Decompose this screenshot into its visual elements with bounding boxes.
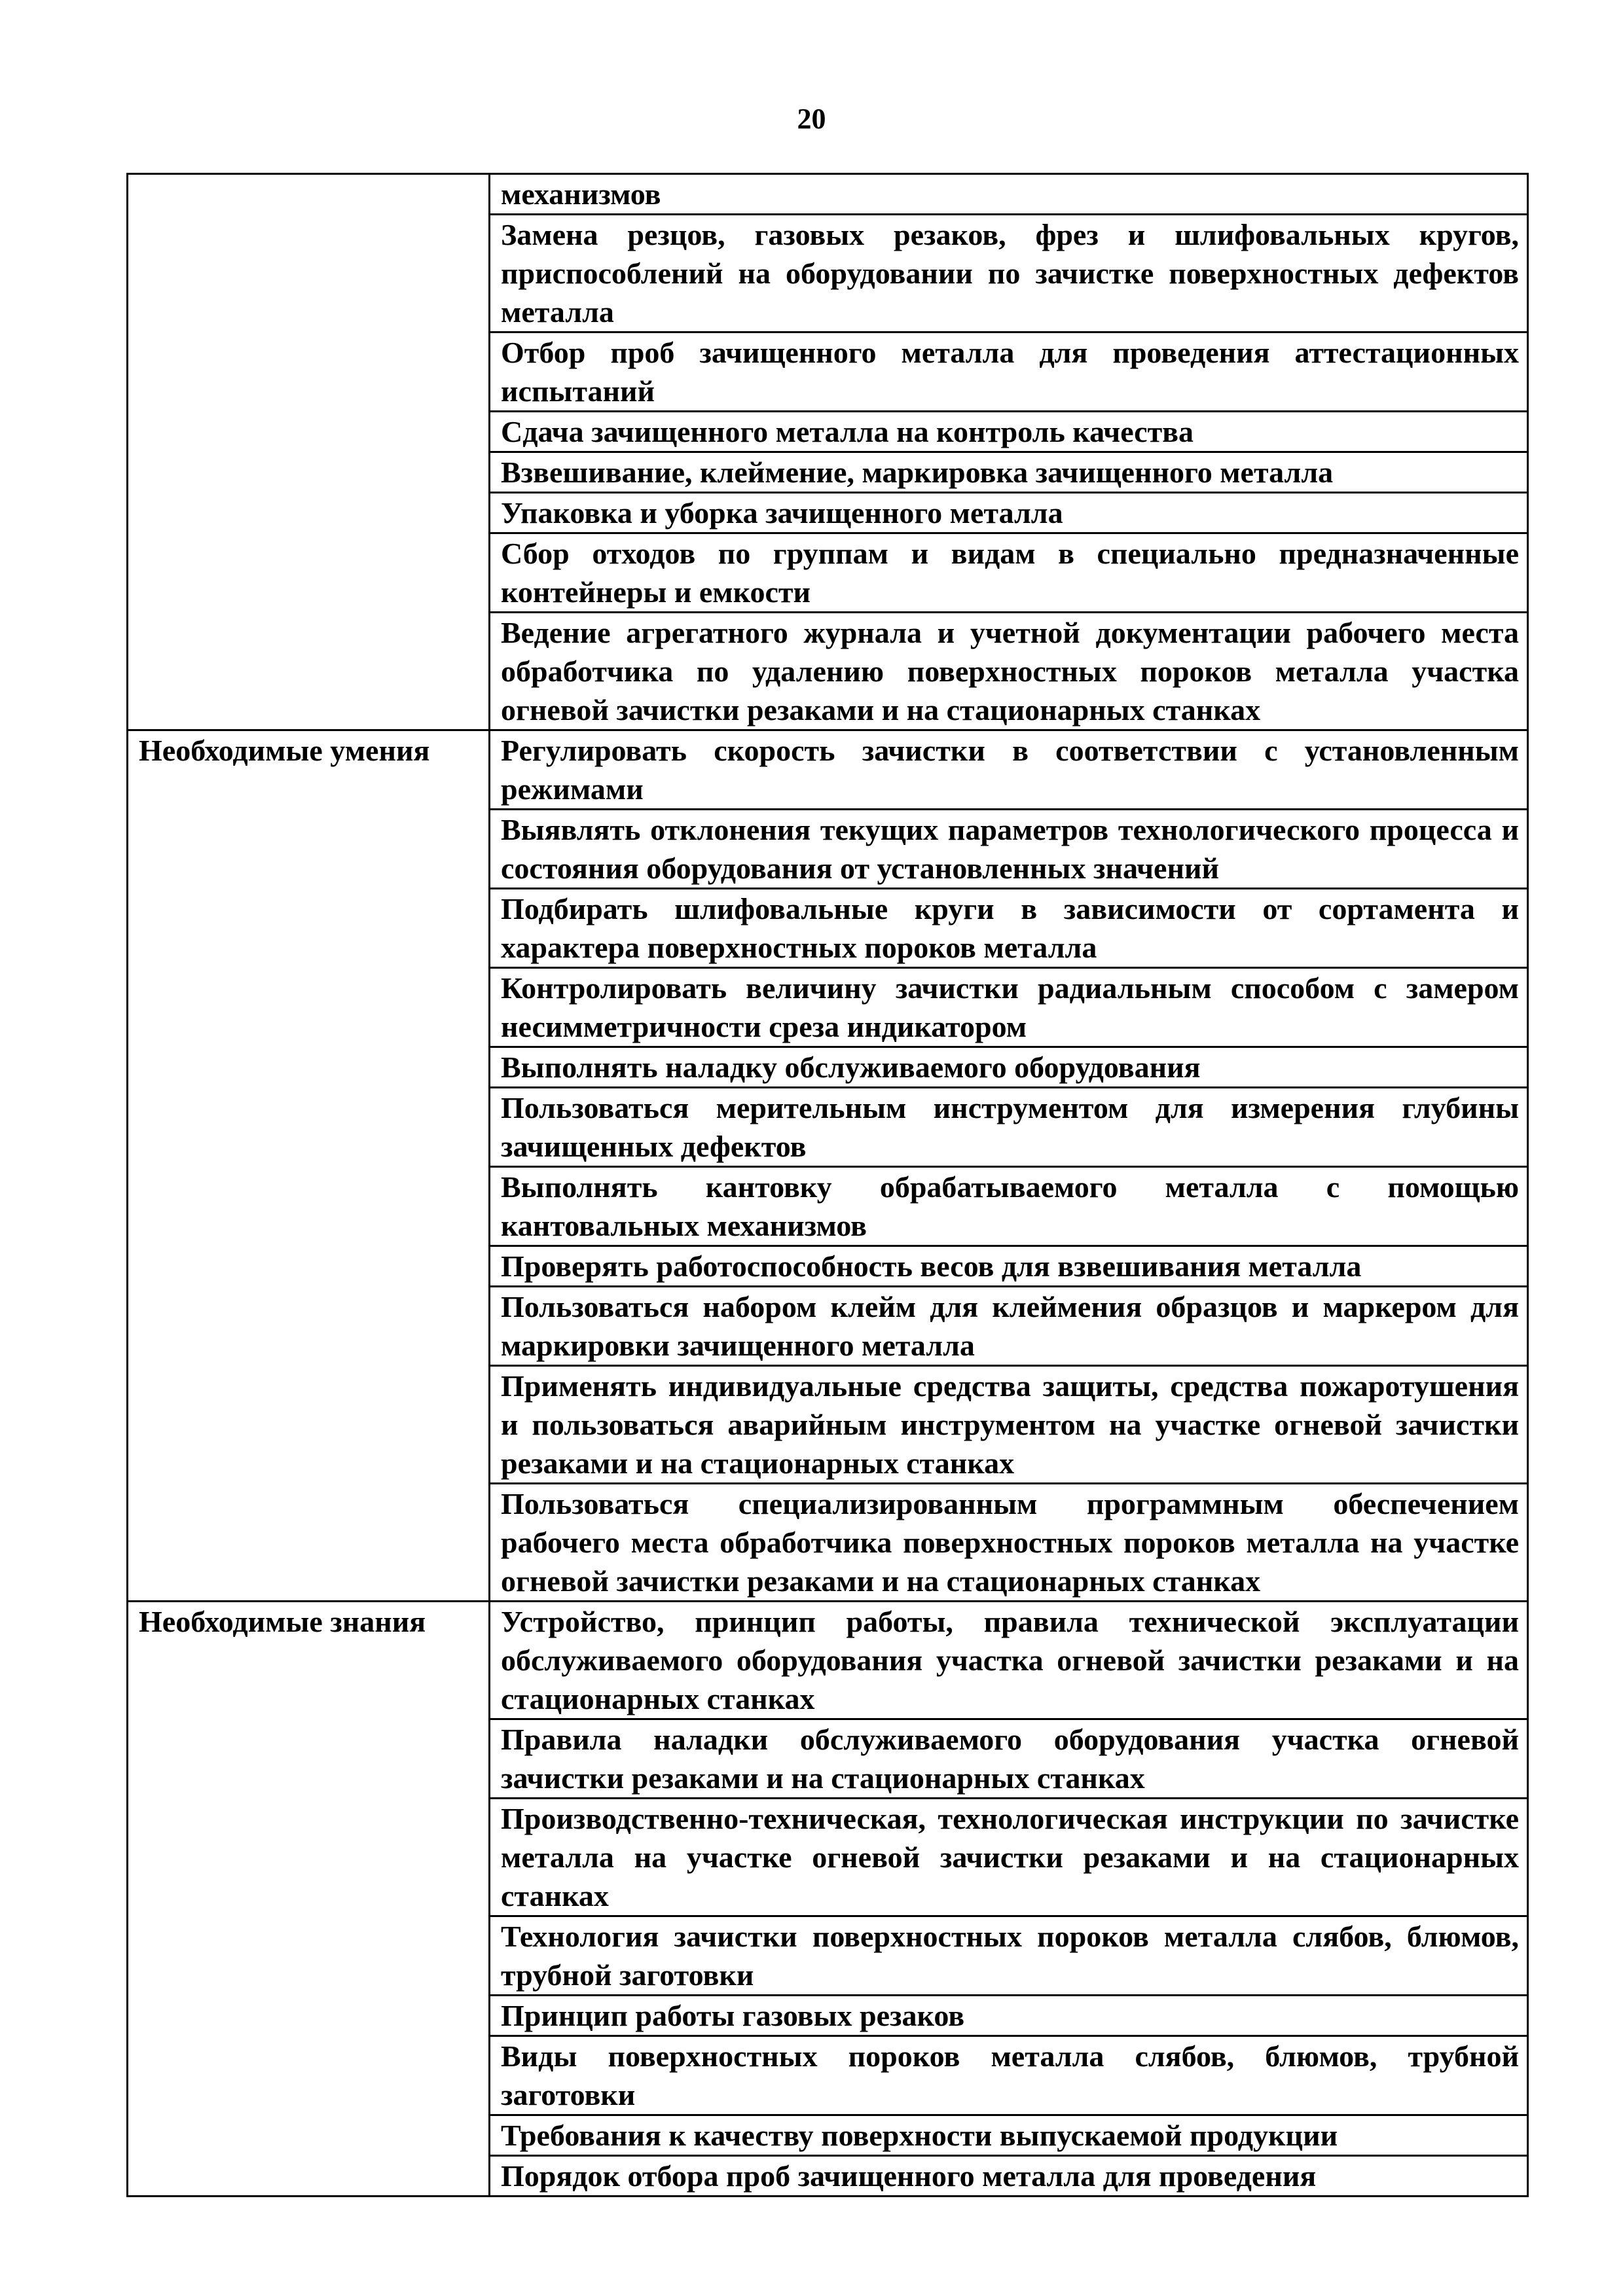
table-row [128,174,1528,215]
table-cell: механизмов [490,174,1528,215]
table-cell: Пользоваться специализированным программным обеспечением рабочего места обработчика поверхностных пороков металла на участке огневой зачистки резаками и на стационарных станках [490,1484,1528,1602]
table-cell: Пользоваться набором клейм для клеймения образцов и маркером для маркировки зачищенного металла [490,1287,1528,1366]
table-cell: Производственно-техническая, технологическая инструкции по зачистке металла на участке огневой зачистки резаками и на стационарных станках [490,1799,1528,1916]
table-cell: Применять индивидуальные средства защиты, средства пожаротушения и пользоваться аварийным инструментом на участке огневой зачистки резаками и на стационарных станках [490,1366,1528,1484]
competency-table [126,173,1529,2197]
table-cell: Выявлять отклонения текущих параметров технологического процесса и состояния оборудования от установленных значений [490,810,1528,889]
section-label: Необходимые умения [128,730,490,1602]
table-cell: Замена резцов, газовых резаков, фрез и шлифовальных кругов, приспособлений на оборудовании по зачистке поверхностных дефектов металла [490,215,1528,332]
table-cell: Проверять работоспособность весов для взвешивания металла [490,1246,1528,1287]
table-cell: Сдача зачищенного металла на контроль качества [490,412,1528,452]
table-cell: Подбирать шлифовальные круги в зависимости от сортамента и характера поверхностных пороков металла [490,889,1528,968]
table-cell: Технология зачистки поверхностных пороков металла слябов, блюмов, трубной заготовки [490,1916,1528,1996]
table-cell: Требования к качеству поверхности выпускаемой продукции [490,2115,1528,2156]
table-cell: Устройство, принцип работы, правила технической эксплуатации обслуживаемого оборудования участка огневой зачистки резаками и на стационарных станках [490,1602,1528,1719]
table-cell: Порядок отбора проб зачищенного металла для проведения [490,2156,1528,2197]
table-row [128,730,1528,810]
table-cell: Отбор проб зачищенного металла для проведения аттестационных испытаний [490,332,1528,412]
table-cell: Правила наладки обслуживаемого оборудования участка огневой зачистки резаками и на стационарных станках [490,1719,1528,1799]
table-cell: Выполнять наладку обслуживаемого оборудования [490,1047,1528,1088]
section-label [128,174,490,730]
page-number: 20 [797,103,826,135]
table-cell: Принцип работы газовых резаков [490,1996,1528,2036]
table-cell: Сбор отходов по группам и видам в специально предназначенные контейнеры и емкости [490,533,1528,613]
table-cell: Упаковка и уборка зачищенного металла [490,493,1528,533]
table-cell: Взвешивание, клеймение, маркировка зачищенного металла [490,452,1528,493]
table-cell: Контролировать величину зачистки радиальным способом с замером несимметричности среза индикатором [490,968,1528,1047]
section-label: Необходимые знания [128,1602,490,2197]
table-cell: Выполнять кантовку обрабатываемого металла с помощью кантовальных механизмов [490,1167,1528,1246]
table-cell: Виды поверхностных пороков металла слябов, блюмов, трубной заготовки [490,2036,1528,2115]
table-cell: Ведение агрегатного журнала и учетной документации рабочего места обработчика по удалению поверхностных пороков металла участка огневой зачистки резаками и на стационарных станках [490,613,1528,730]
table-cell: Регулировать скорость зачистки в соответствии с установленным режимами [490,730,1528,810]
table-cell: Пользоваться мерительным инструментом для измерения глубины зачищенных дефектов [490,1088,1528,1167]
table-row [128,1602,1528,1719]
